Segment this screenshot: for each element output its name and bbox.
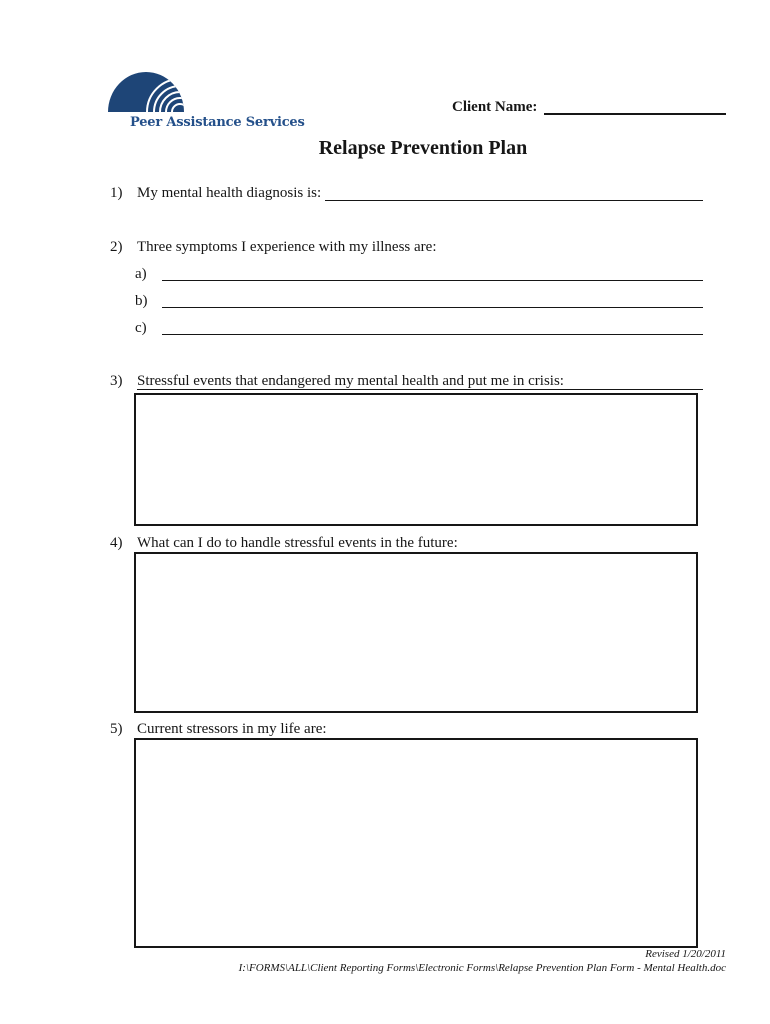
symptom-c-letter: c) [135, 320, 147, 336]
diagnosis-input-line[interactable] [325, 186, 703, 201]
page-footer [239, 948, 726, 975]
current-stressors-box[interactable] [134, 738, 698, 948]
handle-stress-box[interactable] [134, 552, 698, 713]
question-4-number: 4) [110, 535, 123, 551]
symptom-b-row [135, 294, 703, 308]
question-2-row [110, 240, 703, 255]
question-1-label: My mental health diagnosis is: [137, 185, 322, 201]
file-path: I:\FORMS\ALL\Client Reporting Forms\Electronic Forms\Relapse Prevention Plan Form - Mental Health.doc [238, 961, 726, 974]
question-3-underline [137, 374, 703, 390]
symptom-a-letter: a) [135, 266, 147, 282]
symptom-c-row [135, 321, 703, 335]
question-1-row [110, 186, 703, 201]
question-5-row [110, 722, 703, 737]
symptom-b-letter: b) [135, 293, 148, 309]
client-name-row [452, 99, 726, 116]
question-1-number: 1) [110, 185, 123, 201]
client-name-input-line[interactable] [544, 99, 726, 115]
stressful-events-box[interactable] [134, 393, 698, 526]
question-5-label: Current stressors in my life are: [137, 721, 327, 737]
org-name: Peer Assistance Services [130, 115, 305, 130]
question-3-fill-line [568, 374, 703, 389]
question-3-row [110, 374, 703, 390]
revised-date: Revised 1/20/2011 [645, 948, 726, 960]
client-name-label: Client Name: [452, 99, 538, 115]
symptom-a-input-line[interactable] [162, 267, 703, 281]
org-logo [100, 64, 305, 136]
question-2-label: Three symptoms I experience with my illness are: [137, 239, 437, 255]
question-3-number: 3) [110, 373, 123, 389]
symptom-a-row [135, 267, 703, 281]
question-3-label: Stressful events that endangered my mental health and put me in crisis: [137, 373, 564, 389]
symptom-c-input-line[interactable] [162, 321, 703, 335]
symptom-b-input-line[interactable] [162, 294, 703, 308]
logo-dome-icon [100, 64, 280, 114]
question-5-number: 5) [110, 721, 123, 737]
question-4-label: What can I do to handle stressful events in the future: [137, 535, 458, 551]
page-title: Relapse Prevention Plan [318, 137, 528, 159]
question-2-number: 2) [110, 239, 123, 255]
question-4-row [110, 536, 703, 551]
